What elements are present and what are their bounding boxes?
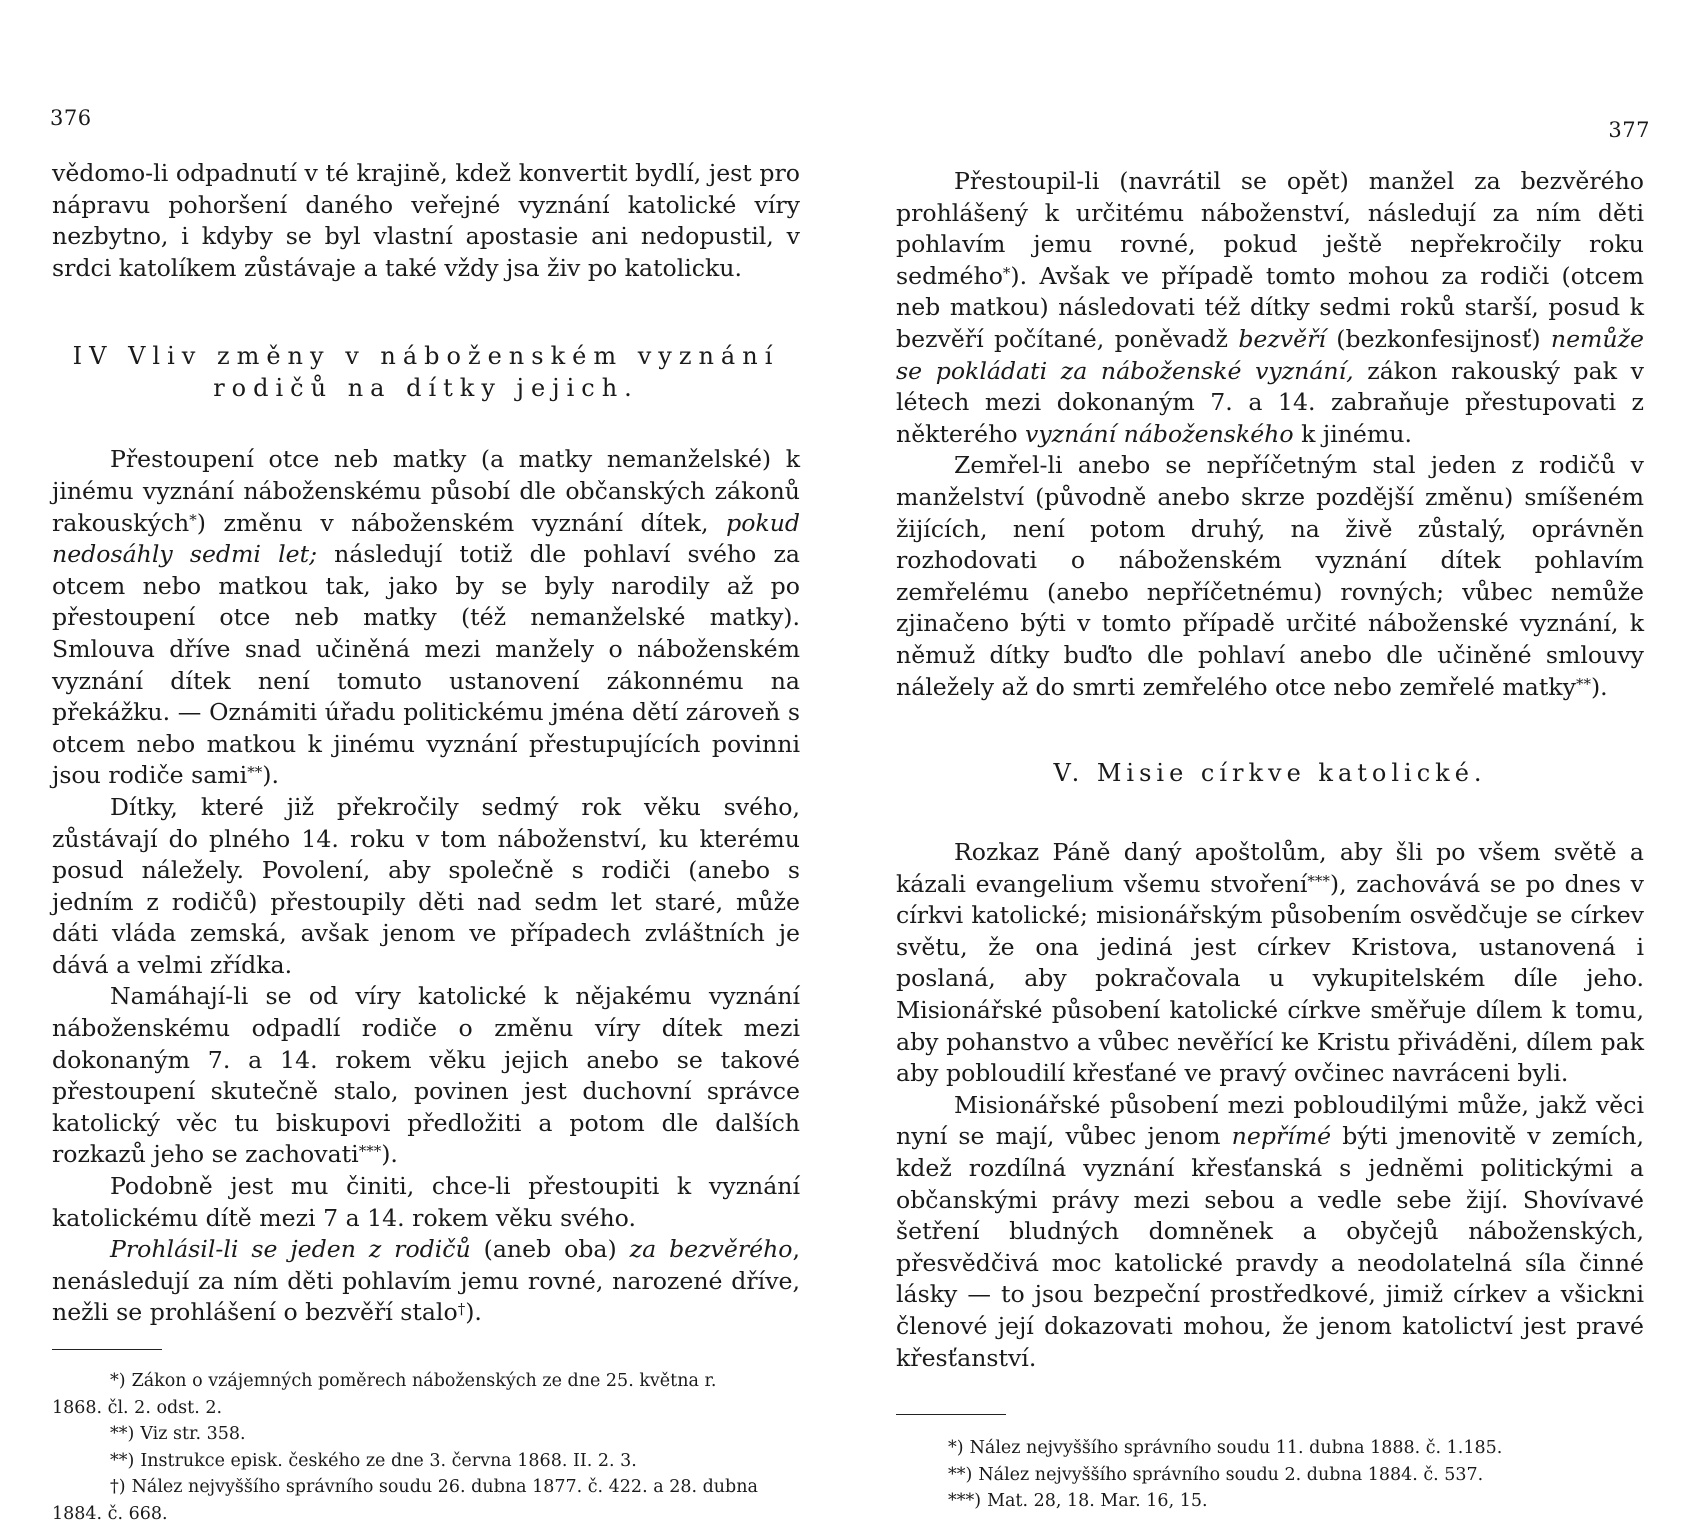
footnote-ref: * [1002,263,1011,282]
heading-line: rodičů na dítky jejich. [213,374,639,403]
paragraph: Přestoupil-li (navrátil se opět) manžel za bezvěrého prohlášený k určitému náboženství, následují za ním děti pohlavím jemu rovné, pokud ještě nepřekročily roku sedmého*). Avšak ve případě tomto mohou za rodiči (otcem neb matkou) následovati též dítky sedmi roků starší, posud k bezvěří počítané, poněvadž bezvěří (bezkonfesijnosť) nemůže se pokládati za náboženské vyznání, zákon rakouský pak v létech mezi dokonaným 7. a 14. zabraňuje přestupovati z některého vyznání náboženského k jinému. [896,167,1644,448]
paragraph: Namáhají-li se od víry katolické k nějakému vyznání náboženskému odpadlí rodiče o změnu víry dítek mezi dokonaným 7. a 14. rokem věku jejich anebo se takové přestoupení skutečně stalo, povinen jest duchovní správce katolický věc tu biskupovi předložiti a potom dle dalších rozkazů jeho se zachovati***). [52,982,800,1169]
footnote-ref: ** [247,763,263,782]
heading-line: IV Vliv změny v náboženském vyznání [72,342,780,371]
footnote: *) Nález nejvyššího správního soudu 11. dubna 1888. č. 1.185. [948,1438,1503,1459]
footnote-ref: * [189,510,197,529]
footnote-ref: ** [1575,674,1591,693]
footnote-continuation: 1868. čl. 2. odst. 2. [52,1397,223,1418]
paragraph: Misionářské působení mezi pobloudilými může, jakž věci nyní se mají, vůbec jenom nepřímé býti jmenovitě v zemích, kdež rozdílná vyznání křesťanská s jedněmi politickými a občanskými právy mezi sebou a vedle sebe žijí. Shovívavé šetření bludných domněnek a obyčejů náboženských, přesvědčivá moc katolické pravdy a neodolatelná síla činné lásky — to jsou bezpeční prostředkové, jimiž církev a všickni členové její dokazovati mohou, že jenom katolictví jest pravé křesťanství. [896,1090,1644,1372]
section-heading [52,340,800,404]
footnote: **) Instrukce episk. českého ze dne 3. června 1868. II. 2. 3. [110,1450,637,1471]
page-body [896,166,1644,1515]
footnote-ref: † [457,1300,466,1319]
paragraph: Zemřel-li anebo se nepříčetným stal jeden z rodičů v manželství (původně anebo skrze pozdější změnu) smíšeném žijících, není potom druhý, na živě zůstalý, oprávněn rozhodovati o náboženském vyznání dítek pohlavím zemřelému (anebo nepříčetnému) rovných; vůbec nemůže zjinačeno býti v tomto případě určité náboženské vyznání, k němuž dítky buďto dle pohlaví anebo dle učiněné smlouvy náležely až do smrti zemřelého otce nebo zemřelé matky**). [896,451,1644,701]
footnote: *) Zákon o vzájemných poměrech náboženských ze dne 25. května r. [110,1371,717,1391]
footnote-continuation: 1884. č. 668. [52,1503,168,1524]
page-body [52,158,800,1528]
section-heading: V. Misie církve katolické. [1053,759,1487,788]
footnote: **) Nález nejvyššího správního soudu 2. dubna 1884. č. 537. [948,1464,1484,1485]
footnote: ***) Mat. 28, 18. Mar. 16, 15. [948,1491,1208,1512]
footnote-ref: *** [1307,871,1330,890]
page-number: 377 [1608,118,1650,142]
right-page [896,0,1650,1512]
footnote: †) Nález nejvyššího správního soudu 26. dubna 1877. č. 422. a 28. dubna [110,1477,758,1498]
paragraph: Podobně jest mu činiti, chce-li přestoupiti k vyznání katolickému dítě mezi 7 a 14. rokem věku svého. [52,1172,800,1232]
paragraph: Dítky, které již překročily sedmý rok věku svého, zůstávají do plného 14. roku v tom náboženství, ku kterému posud náležely. Povolení, aby společně s rodiči (anebo s jedním z rodičů) přestoupily děti nad sedm let staré, může dáti vláda zemská, avšak jenom ve případech zvláštních je dává a velmi zřídka. [52,792,800,979]
footnotes [52,1368,800,1528]
paragraph: vědomo-li odpadnutí v té krajině, kdež konvertit bydlí, jest pro nápravu pohoršení daného veřejné vyznání katolické víry nezbytno, i kdyby se byl vlastní apostasie ani nedopustil, v srdci katolíkem zůstávaje a také vždy jsa živ po katolicku. [52,159,800,282]
footnotes [896,1435,1644,1515]
paragraph: Přestoupení otce neb matky (a matky nemanželské) k jinému vyznání náboženskému působí dle občanských zákonů rakouských*) změnu v náboženském vyznání dítek, pokud nedosáhly sedmi let; následují totiž dle pohlaví svého za otcem nebo matkou tak, jako by se byly narodily až po přestoupení otce neb matky (též nemanželské matky). Smlouva dříve snad učiněná mezi manžely o náboženském vyznání dítek není tomuto ustanovení zákonnému na překážku. — Oznámiti úřadu politickému jména dětí zároveň s otcem nebo matkou k jinému vyznání přestupujících povinni jsou rodiče sami**). [52,445,800,790]
footnote-divider [896,1414,1006,1415]
paragraph: Rozkaz Páně daný apoštolům, aby šli po všem světě a kázali evangelium všemu stvoření***), zachovává se po dnes v církvi katolické; misionářským působením osvědčuje se církev světu, že ona jediná jest církev Kristova, ustanovená i poslaná, aby pokračovala u vykupitelském díle jeho. Misionářské působení katolické církve směřuje dílem k tomu, aby pohanstvo a vůbec nevěřící ke Kristu přiváděni, dílem pak aby pobloudilí křesťané ve pravý ovčinec navráceni byli. [896,838,1644,1088]
footnote-ref: *** [358,1142,382,1161]
left-page [50,0,800,1524]
page-number: 376 [50,106,92,130]
paragraph: Prohlásil-li se jeden z rodičů (aneb oba) za bezvěrého, nenásledují za ním děti pohlavím jemu rovné, narozené dříve, nežli se prohlášení o bezvěří stalo†). [52,1235,800,1327]
footnote: **) Viz str. 358. [110,1424,246,1445]
footnote-divider [52,1349,162,1350]
